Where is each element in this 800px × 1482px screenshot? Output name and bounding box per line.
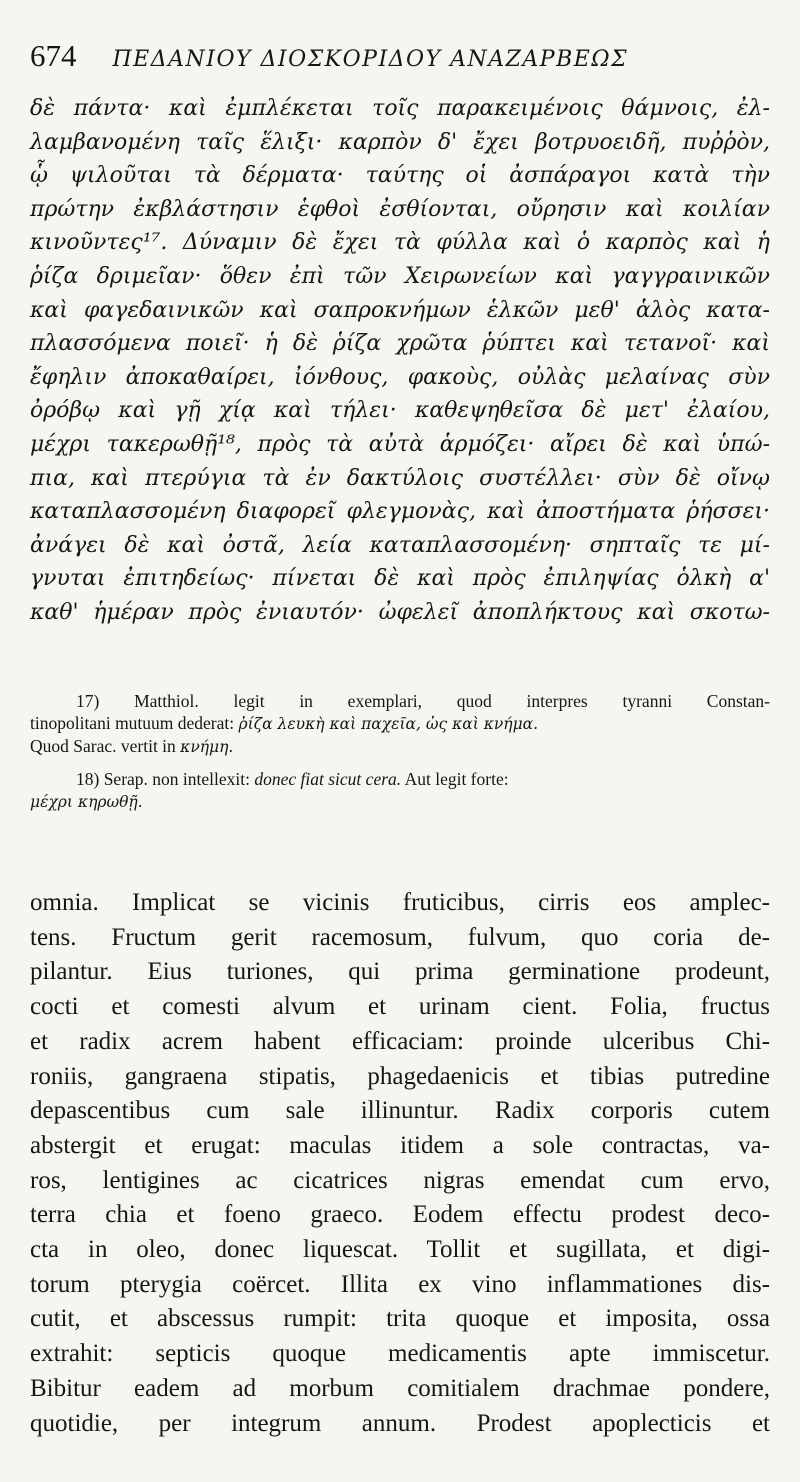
footnote-line	[30, 735, 770, 758]
footnote-text: Aut legit forte:	[404, 769, 509, 789]
latin-line: extrahit: septicis quoque medicamentis apte immiscetur.	[30, 1340, 770, 1368]
greek-line: ὀρόβῳ καὶ γῇ χίᾳ καὶ τήλει· καθεψηθεῖσα δὲ μετ' ἐλαίου,	[30, 398, 770, 424]
latin-line: cocti et comesti alvum et urinam cient. Folia, fructus	[30, 993, 770, 1021]
greek-line: καθ' ἡμέραν πρὸς ἐνιαυτόν· ὠφελεῖ ἀποπλήκτους καὶ σκοτω-	[30, 599, 770, 625]
footnote-greek: ῥίζα λευκὴ καὶ παχεῖα, ὡς καὶ κνήμα.	[238, 715, 539, 733]
latin-line: depascentibus cum sale illinuntur. Radix corporis cutem	[30, 1097, 770, 1125]
footnote-text: Quod Sarac. vertit in	[30, 736, 176, 756]
running-head: ΠΕΔΑΝΙΟΥ ΔΙΟΣΚΟΡΙΔΟΥ ΑΝΑΖΑΡΒΕΩΣ	[112, 47, 629, 72]
latin-line: tens. Fructum gerit racemosum, fulvum, quo coria de-	[30, 923, 770, 951]
footnote-line	[30, 790, 770, 813]
footnote-text: tinopolitani mutuum dederat:	[30, 713, 235, 733]
greek-line: ἀνάγει δὲ καὶ ὀστᾶ, λεία καταπλασσομένη· σηπταῖς τε μί-	[30, 532, 770, 558]
footnote-text: 18) Serap. non intellexit:	[76, 769, 250, 789]
latin-line: et radix acrem habent efficaciam: proinde ulceribus Chi-	[30, 1027, 770, 1055]
greek-line: πρώτην ἐκβλάστησιν ἑφθοὶ ἐσθίονται, οὔρησιν καὶ κοιλίαν	[30, 196, 770, 222]
greek-line: καταπλασσομένη διαφορεῖ φλεγμονὰς, καὶ ἀποστήματα ῥήσσει·	[30, 499, 770, 525]
greek-line: πλασσόμενα ποιεῖ· ἡ δὲ ῥίζα χρῶτα ῥύπτει καὶ τετανοῖ· καὶ	[30, 331, 770, 357]
greek-line: δὲ πάντα· καὶ ἐμπλέκεται τοῖς παρακειμένοις θάμνοις, ἐλ-	[30, 96, 770, 121]
greek-line: ἔφηλιν ἀποκαθαίρει, ἰόνθους, φακοὺς, οὐλὰς μελαίνας σὺν	[30, 364, 770, 390]
greek-line: γνυται ἐπιτηδείως· πίνεται δὲ καὶ πρὸς ἐπιληψίας ὁλκὴ α'	[30, 566, 770, 592]
greek-line: ᾧ ψιλοῦται τὰ δέρματα· ταύτης οἱ ἀσπάραγοι κατὰ τὴν	[30, 163, 770, 189]
greek-line: πια, καὶ πτερύγια τὰ ἐν δακτύλοις συστέλλει· σὺν δὲ οἴνῳ	[30, 465, 770, 491]
page-number: 674	[30, 38, 77, 73]
greek-line: ῥίζα δριμεῖαν· ὅθεν ἐπὶ τῶν Χειρωνείων καὶ γαγγραινικῶν	[30, 263, 770, 289]
latin-line: Bibitur eadem ad morbum comitialem drachmae pondere,	[30, 1374, 770, 1402]
latin-line: cta in oleo, donec liquescat. Tollit et sugillata, et digi-	[30, 1236, 770, 1264]
footnote-line	[30, 712, 770, 735]
footnote-17	[30, 690, 770, 758]
footnote-greek: μέχρι κηρωθῇ.	[30, 793, 143, 811]
latin-line: pilantur. Eius turiones, qui prima germinatione prodeunt,	[30, 958, 770, 986]
latin-line: terra chia et foeno graeco. Eodem effectu prodest deco-	[30, 1201, 770, 1229]
greek-text-block	[30, 92, 770, 630]
greek-line: μέχρι τακερωθῇ¹⁸, πρὸς τὰ αὐτὰ ἁρμόζει· αἴρει δὲ καὶ ὑπώ-	[30, 431, 770, 457]
latin-line: torum pterygia coërcet. Illita ex vino inflammationes dis-	[30, 1270, 770, 1298]
latin-line: omnia. Implicat se vicinis fruticibus, cirris eos amplec-	[30, 889, 770, 916]
latin-text-block	[30, 886, 770, 1441]
latin-line: roniis, gangraena stipatis, phagedaenicis et tibias putredine	[30, 1062, 770, 1090]
latin-line: quotidie, per integrum annum. Prodest apoplecticis et	[30, 1409, 770, 1437]
footnote-line	[30, 768, 770, 790]
footnotes	[30, 690, 770, 823]
greek-line: λαμβανομένη ταῖς ἕλιξι· καρπὸν δ' ἔχει βοτρυοειδῆ, πυῤῥὸν,	[30, 129, 770, 155]
page-header	[30, 38, 770, 82]
greek-line: κινοῦντες¹⁷. Δύναμιν δὲ ἔχει τὰ φύλλα καὶ ὁ καρπὸς καὶ ἡ	[30, 230, 770, 256]
latin-line: cutit, et abscessus rumpit: trita quoque et imposita, ossa	[30, 1305, 770, 1333]
footnote-italic: donec fiat sicut cera.	[254, 769, 402, 789]
latin-line: ros, lentigines ac cicatrices nigras emendat cum ervo,	[30, 1166, 770, 1194]
latin-line: abstergit et erugat: maculas itidem a sole contractas, va-	[30, 1131, 770, 1159]
footnote-18	[30, 768, 770, 813]
greek-line: καὶ φαγεδαινικῶν καὶ σαπροκνήμων ἑλκῶν μεθ' ἁλὸς κατα-	[30, 297, 770, 323]
footnote-line: 17) Matthiol. legit in exemplari, quod interpres tyranni Constan-	[76, 691, 770, 711]
footnote-greek: κνήμη.	[180, 738, 234, 756]
